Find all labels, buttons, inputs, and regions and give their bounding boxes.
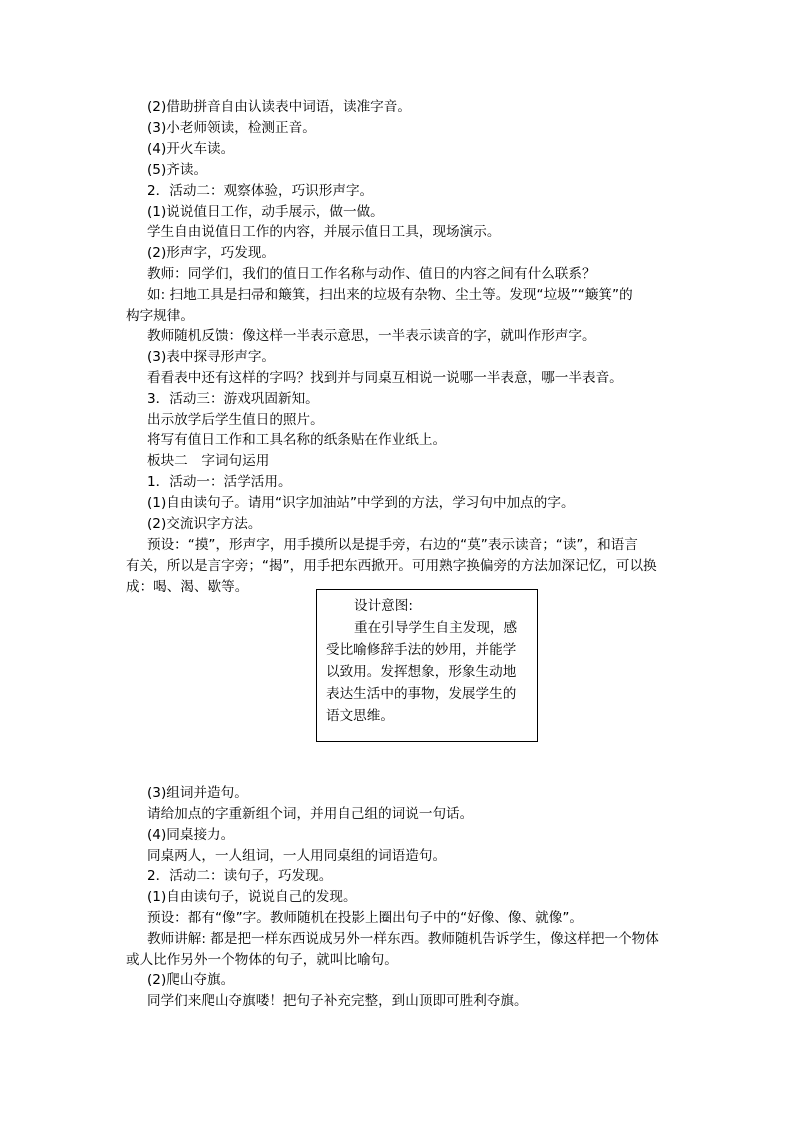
- text-line: (4)开火车读。: [147, 141, 235, 157]
- design-intent-line: 以致用。发挥想象，形象生动地: [326, 664, 517, 680]
- design-intent-title: 设计意图:: [354, 598, 413, 614]
- text-line: 成：喝、渴、歇等。: [126, 579, 249, 595]
- text-line: 将写有值日工作和工具名称的纸条贴在作业纸上。: [147, 432, 447, 448]
- design-intent-line: 重在引导学生自主发现，感: [354, 620, 518, 636]
- text-line: 预设：都有“像”字。教师随机在投影上圈出句子中的“好像、像、就像”。: [147, 910, 583, 926]
- text-line: 构字规律。: [126, 308, 194, 324]
- text-line: 教师随机反馈：像这样一半表示意思，一半表示读音的字，就叫作形声字。: [147, 328, 596, 344]
- section-heading: 板块二 字词句运用: [147, 453, 270, 469]
- text-line: 2．活动二：观察体验，巧识形声字。: [147, 183, 374, 199]
- design-intent-line: 受比喻修辞手法的妙用，并能学: [326, 642, 517, 658]
- text-line: (1)说说值日工作，动手展示，做一做。: [147, 204, 384, 220]
- text-line: 2．活动二：读句子，巧发现。: [147, 868, 333, 884]
- text-line: 1．活动一：活学活用。: [147, 474, 292, 490]
- text-line: (2)借助拼音自由认读表中词语，读准字音。: [147, 99, 411, 115]
- text-line: (2)形声字，巧发现。: [147, 245, 276, 261]
- text-line: 看看表中还有这样的字吗？找到并与同桌互相说一说哪一半表意，哪一半表音。: [147, 370, 623, 386]
- design-intent-line: 语文思维。: [326, 708, 394, 724]
- text-line: 有关，所以是言字旁；“揭”，用手把东西掀开。可用熟字换偏旁的方法加深记忆，可以换: [126, 558, 657, 574]
- text-line: 学生自由说值日工作的内容，并展示值日工具，现场演示。: [147, 224, 501, 240]
- text-line: 同学们来爬山夺旗喽！把句子补充完整，到山顶即可胜利夺旗。: [147, 993, 528, 1009]
- text-line: 请给加点的字重新组个词，并用自己组的词说一句话。: [147, 806, 474, 822]
- text-line: (3)小老师领读，检测正音。: [147, 120, 316, 136]
- text-line: (2)交流识字方法。: [147, 516, 262, 532]
- text-line: 同桌两人，一人组词，一人用同桌组的词语造句。: [147, 848, 447, 864]
- text-line: (2)爬山夺旗。: [147, 972, 235, 988]
- design-intent-box: [316, 589, 538, 742]
- text-line: 预设：“摸”，形声字，用手摸所以是提手旁，右边的“莫”表示读音；“读”，和语言: [147, 537, 638, 553]
- text-line: 如: 扫地工具是扫帚和簸箕，扫出来的垃圾有杂物、尘土等。发现“垃圾”“簸箕”的: [147, 287, 633, 303]
- text-line: 教师讲解: 都是把一样东西说成另外一样东西。教师随机告诉学生，像这样把一个物体: [147, 931, 659, 947]
- text-line: (5)齐读。: [147, 162, 208, 178]
- text-line: (4)同桌接力。: [147, 827, 235, 843]
- text-line: 3．活动三：游戏巩固新知。: [147, 391, 319, 407]
- text-line: 教师：同学们，我们的值日工作名称与动作、值日的内容之间有什么联系？: [147, 266, 596, 282]
- text-line: 出示放学后学生值日的照片。: [147, 412, 324, 428]
- text-line: 或人比作另外一个物体的句子，就叫比喻句。: [126, 952, 398, 968]
- text-line: (1)自由读句子，说说自己的发现。: [147, 889, 357, 905]
- text-line: (3)组词并造句。: [147, 785, 248, 801]
- text-line: (1)自由读句子。请用“识字加油站”中学到的方法，学习句中加点的字。: [147, 495, 575, 511]
- design-intent-line: 表达生活中的事物，发展学生的: [326, 686, 517, 702]
- text-line: (3)表中探寻形声字。: [147, 349, 276, 365]
